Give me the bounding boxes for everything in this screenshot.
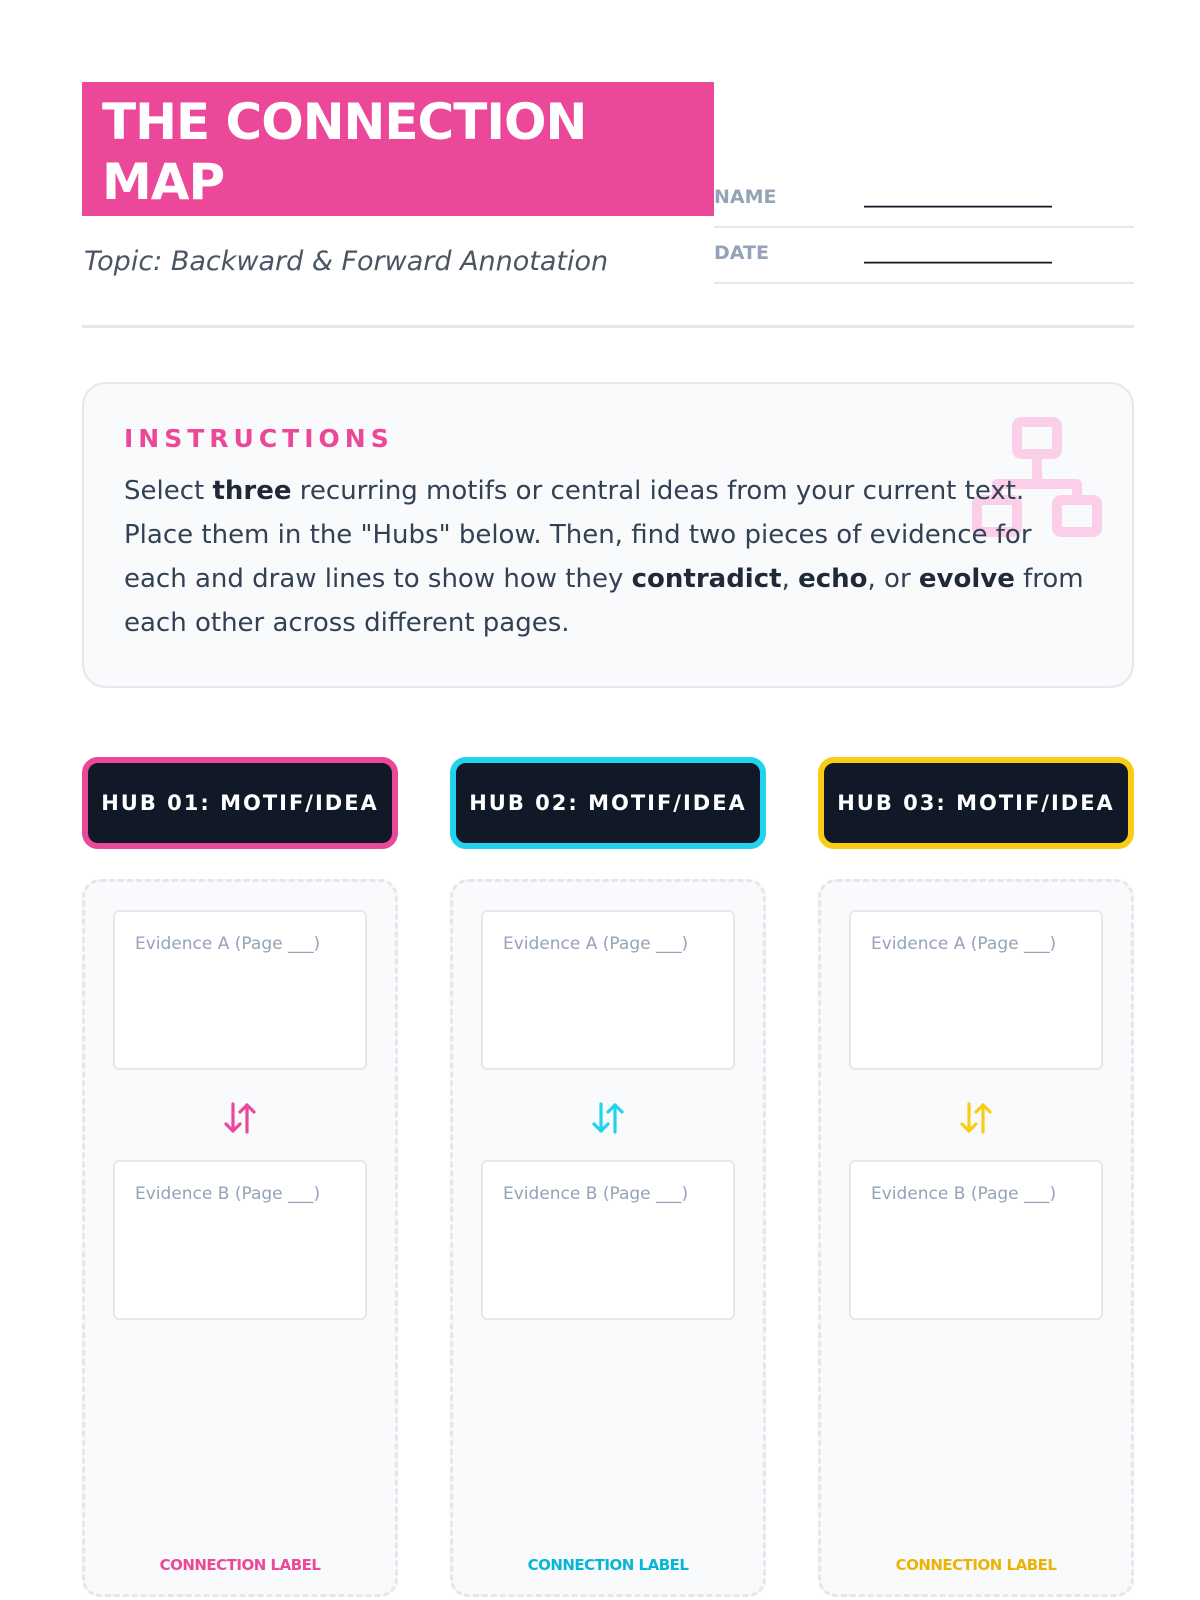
swap-arrows-icon	[591, 1100, 625, 1136]
emphasis-three: three	[212, 476, 292, 506]
emphasis-evolve: evolve	[918, 564, 1015, 594]
name-field[interactable]	[714, 186, 1134, 228]
evidence-b-box[interactable]: Evidence B (Page ___)	[481, 1160, 735, 1320]
name-label: NAME	[714, 186, 777, 208]
hub-column-1	[82, 757, 398, 1597]
connection-label: CONNECTION LABEL	[527, 1556, 689, 1574]
page-title	[102, 92, 694, 212]
hub-body-1	[82, 879, 398, 1597]
hub-title-1[interactable]: HUB 01: MOTIF/IDEA	[82, 757, 398, 849]
evidence-a-box[interactable]: Evidence A (Page ___)	[849, 910, 1103, 1070]
hub-body-2	[450, 879, 766, 1597]
title-line-2: MAP	[102, 153, 225, 211]
evidence-b-box[interactable]: Evidence B (Page ___)	[113, 1160, 367, 1320]
connection-label: CONNECTION LABEL	[159, 1556, 321, 1574]
topic-subtitle: Topic: Backward & Forward Annotation	[84, 246, 609, 277]
date-label: DATE	[714, 242, 769, 264]
header-divider	[82, 325, 1134, 328]
hub-body-3	[818, 879, 1134, 1597]
date-field[interactable]	[714, 242, 1134, 284]
instructions-panel	[82, 382, 1134, 688]
hub-column-3	[818, 757, 1134, 1597]
instructions-title: INSTRUCTIONS	[124, 424, 394, 453]
date-blank[interactable]: ______________________	[864, 242, 1051, 264]
emphasis-echo: echo	[798, 564, 868, 594]
title-banner	[82, 82, 714, 216]
title-line-1: THE CONNECTION	[102, 93, 587, 151]
hub-column-2	[450, 757, 766, 1597]
emphasis-contradict: contradict	[631, 564, 782, 594]
evidence-b-box[interactable]: Evidence B (Page ___)	[849, 1160, 1103, 1320]
name-blank[interactable]: ______________________	[864, 186, 1051, 208]
swap-arrows-icon	[959, 1100, 993, 1136]
evidence-a-box[interactable]: Evidence A (Page ___)	[113, 910, 367, 1070]
hub-title-3[interactable]: HUB 03: MOTIF/IDEA	[818, 757, 1134, 849]
evidence-a-box[interactable]: Evidence A (Page ___)	[481, 910, 735, 1070]
instructions-text: Select three recurring motifs or central ideas from your current text. Place them in the "Hubs" below. Then, find two pieces of evidence for each and draw lines to show how they contradict, echo, or evolve from each other across different pages.	[124, 476, 1084, 638]
hub-title-2[interactable]: HUB 02: MOTIF/IDEA	[450, 757, 766, 849]
swap-arrows-icon	[223, 1100, 257, 1136]
connection-label: CONNECTION LABEL	[895, 1556, 1057, 1574]
